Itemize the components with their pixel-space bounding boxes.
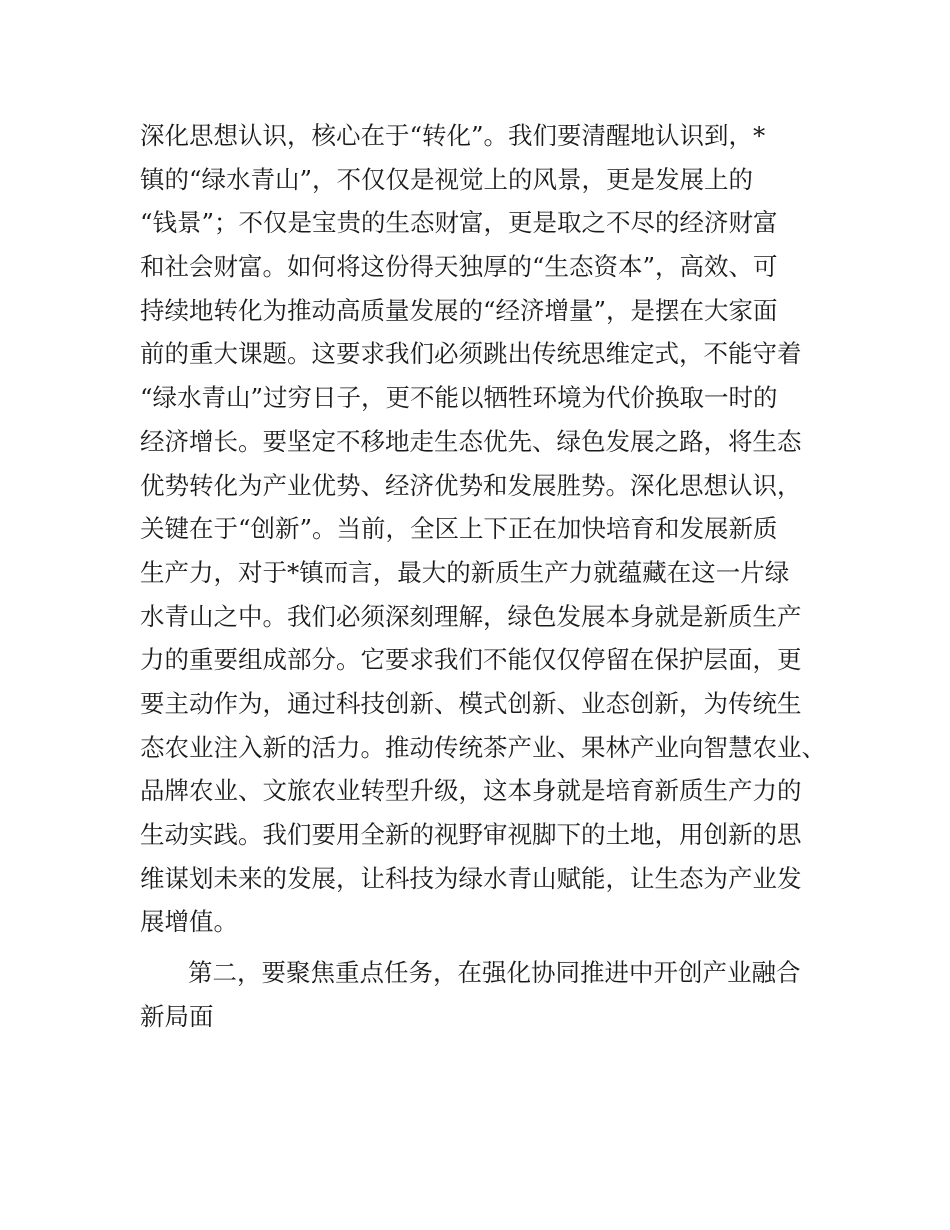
- paragraph-line: “钱景”；不仅是宝贵的生态财富，更是取之不尽的经济财富: [140, 208, 778, 238]
- paragraph-line: 深化思想认识，核心在于“转化”。我们要清醒地认识到，*: [140, 121, 766, 150]
- paragraph-line: 镇的“绿水青山”，不仅仅是视觉上的风景，更是发展上的: [140, 164, 754, 194]
- paragraph-line: “绿水青山”过穷日子，更不能以牺牲环境为代价换取一时的: [140, 383, 778, 413]
- section-heading: [140, 951, 840, 1038]
- paragraph-line: 力的重要组成部分。它要求我们不能仅仅停留在保护层面，更: [140, 645, 802, 675]
- paragraph-line: 要主动作为，通过科技创新、模式创新、业态创新，为传统生: [140, 688, 802, 718]
- paragraph-line: 生产力，对于*镇而言，最大的新质生产力就蕴藏在这一片绿: [140, 557, 790, 587]
- paragraph-line: 持续地转化为推动高质量发展的“经济增量”，是摆在大家面: [140, 295, 778, 325]
- paragraph-line: 维谋划未来的发展，让科技为绿水青山赋能，让生态为产业发: [140, 863, 802, 893]
- paragraph-line: 展增值。: [140, 907, 238, 937]
- paragraph-line: 品牌农业、文旅农业转型升级，这本身就是培育新质生产力的: [140, 776, 802, 806]
- paragraph-line: 经济增长。要坚定不移地走生态优先、绿色发展之路，将生态: [140, 426, 802, 456]
- heading-line: 第二，要聚焦重点任务，在强化协同推进中开创产业融合: [188, 958, 801, 987]
- paragraph-line: 生动实践。我们要用全新的视野审视脚下的土地，用创新的思: [140, 820, 802, 849]
- paragraph-line: 和社会财富。如何将这份得天独厚的“生态资本”，高效、可: [140, 252, 778, 282]
- paragraph-line: 前的重大课题。这要求我们必须跳出传统思维定式，不能守着: [140, 339, 802, 369]
- paragraph-line: 态农业注入新的活力。推动传统茶产业、果林产业向智慧农业、: [140, 732, 826, 762]
- paragraph-line: 关键在于“创新”。当前，全区上下正在加快培育和发展新质: [140, 514, 778, 544]
- paragraph-line: 优势转化为产业优势、经济优势和发展胜势。深化思想认识，: [140, 470, 802, 500]
- heading-line: 新局面: [140, 1001, 214, 1031]
- paragraph-line: 水青山之中。我们必须深刻理解，绿色发展本身就是新质生产: [140, 601, 802, 631]
- body-paragraph: [140, 114, 840, 944]
